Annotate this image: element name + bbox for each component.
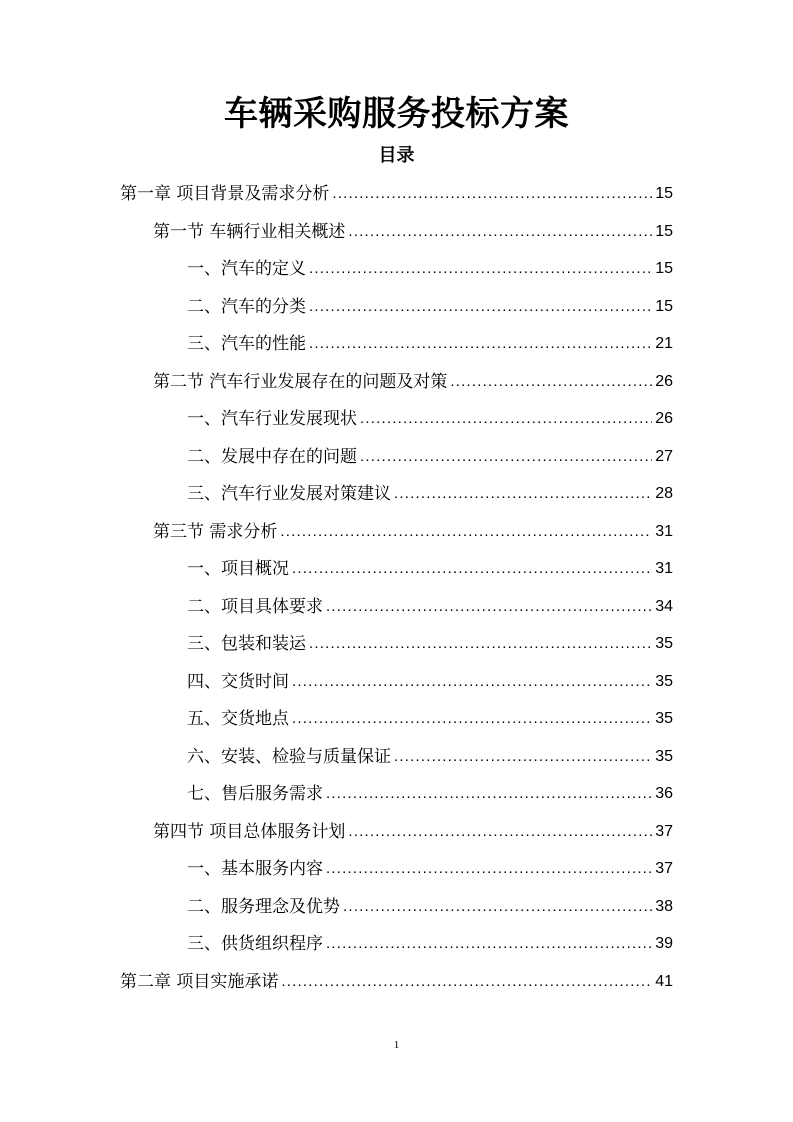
toc-leader-dots [309, 289, 652, 325]
toc-entry[interactable] [187, 889, 673, 925]
toc-entry-page: 31 [655, 522, 673, 540]
toc-entry[interactable] [153, 514, 673, 550]
toc-entry-text: 一、汽车的定义 [187, 259, 306, 279]
toc-entry-page: 36 [655, 785, 673, 802]
toc-leader-dots [309, 626, 652, 662]
toc-entry[interactable] [187, 589, 673, 625]
toc-entry-page: 21 [655, 335, 673, 352]
toc-entry-text: 五、交货地点 [187, 709, 289, 729]
toc-entry[interactable] [120, 176, 673, 212]
toc-entry-page: 38 [655, 897, 673, 915]
toc-entry[interactable] [187, 476, 673, 512]
toc-entry-page: 39 [655, 935, 673, 952]
toc-entry[interactable] [187, 439, 673, 475]
toc-entry-page: 28 [655, 485, 673, 502]
toc-entry[interactable] [120, 964, 673, 1000]
toc-leader-dots [394, 739, 652, 775]
toc-entry[interactable] [187, 626, 673, 662]
toc-entry-text: 一、汽车行业发展现状 [187, 409, 357, 429]
toc-entry-text: 第一节 车辆行业相关概述 [153, 221, 346, 242]
toc-entry-page: 37 [655, 822, 673, 840]
toc-entry-page: 34 [655, 597, 673, 615]
toc-entry-page: 35 [655, 747, 673, 765]
document-title: 车辆采购服务投标方案 [224, 94, 569, 134]
toc-entry-text: 二、汽车的分类 [187, 296, 306, 317]
toc-entry-text: 一、基本服务内容 [187, 859, 323, 879]
toc-leader-dots [450, 364, 652, 400]
toc-entry-page: 15 [655, 260, 673, 277]
toc-entry-page: 41 [655, 972, 673, 990]
toc-entry-page: 26 [655, 372, 673, 390]
toc-entry-page: 15 [655, 185, 673, 202]
toc-leader-dots [292, 664, 652, 700]
toc-entry-text: 三、汽车的性能 [187, 334, 306, 354]
toc-leader-dots [326, 851, 652, 887]
toc-entry-page: 31 [655, 560, 673, 577]
toc-entry[interactable] [187, 664, 673, 700]
page-number: 1 [393, 1039, 400, 1051]
toc-entry-text: 三、供货组织程序 [187, 934, 323, 954]
toc-entry[interactable] [153, 214, 673, 250]
toc-entry[interactable] [187, 739, 673, 775]
toc-entry-page: 35 [655, 635, 673, 652]
toc-entry-text: 四、交货时间 [187, 671, 289, 692]
toc-entry[interactable] [153, 814, 673, 850]
toc-entry[interactable] [187, 776, 673, 812]
toc-leader-dots [360, 401, 652, 437]
toc-entry-text: 第四节 项目总体服务计划 [153, 821, 346, 842]
toc-entry[interactable] [187, 289, 673, 325]
toc-entry-text: 三、包装和装运 [187, 634, 306, 654]
toc-entry-page: 35 [655, 710, 673, 727]
toc-entry[interactable] [187, 401, 673, 437]
toc-entry-text: 第三节 需求分析 [153, 521, 278, 542]
toc-entry-text: 一、项目概况 [187, 559, 289, 579]
toc-leader-dots [332, 176, 652, 212]
toc-entry-text: 二、服务理念及优势 [187, 896, 340, 917]
toc-leader-dots [280, 514, 652, 550]
toc-leader-dots [394, 476, 652, 512]
toc-entry[interactable] [187, 701, 673, 737]
toc-leader-dots [326, 589, 652, 625]
toc-entry-text: 第二章 项目实施承诺 [120, 971, 279, 992]
toc-leader-dots [343, 889, 652, 925]
toc-leader-dots [292, 701, 652, 737]
toc-leader-dots [281, 964, 652, 1000]
toc-entry-text: 三、汽车行业发展对策建议 [187, 484, 391, 504]
toc-entry[interactable] [153, 364, 673, 400]
toc-entry[interactable] [187, 326, 673, 362]
toc-leader-dots [326, 926, 652, 962]
toc-leader-dots [326, 776, 652, 812]
toc-entry[interactable] [187, 251, 673, 287]
toc-entry[interactable] [187, 551, 673, 587]
toc-entry[interactable] [187, 926, 673, 962]
toc-entry-text: 七、售后服务需求 [187, 784, 323, 804]
toc-entry-text: 第二节 汽车行业发展存在的问题及对策 [153, 371, 448, 392]
toc-entry[interactable] [187, 851, 673, 887]
toc-heading: 目录 [378, 145, 415, 166]
toc-entry-text: 第一章 项目背景及需求分析 [120, 184, 330, 204]
toc-leader-dots [309, 251, 652, 287]
toc-entry-text: 二、发展中存在的问题 [187, 446, 357, 467]
toc-entry-page: 35 [655, 672, 673, 690]
toc-leader-dots [292, 551, 652, 587]
toc-entry-page: 37 [655, 860, 673, 877]
toc-leader-dots [309, 326, 652, 362]
toc-leader-dots [348, 814, 652, 850]
toc-entry-page: 26 [655, 410, 673, 427]
toc-entry-page: 15 [655, 222, 673, 240]
toc-leader-dots [348, 214, 652, 250]
toc-entry-page: 15 [655, 297, 673, 315]
toc-leader-dots [360, 439, 652, 475]
toc-entry-text: 二、项目具体要求 [187, 596, 323, 617]
toc-entry-page: 27 [655, 447, 673, 465]
toc-entry-text: 六、安装、检验与质量保证 [187, 746, 391, 767]
